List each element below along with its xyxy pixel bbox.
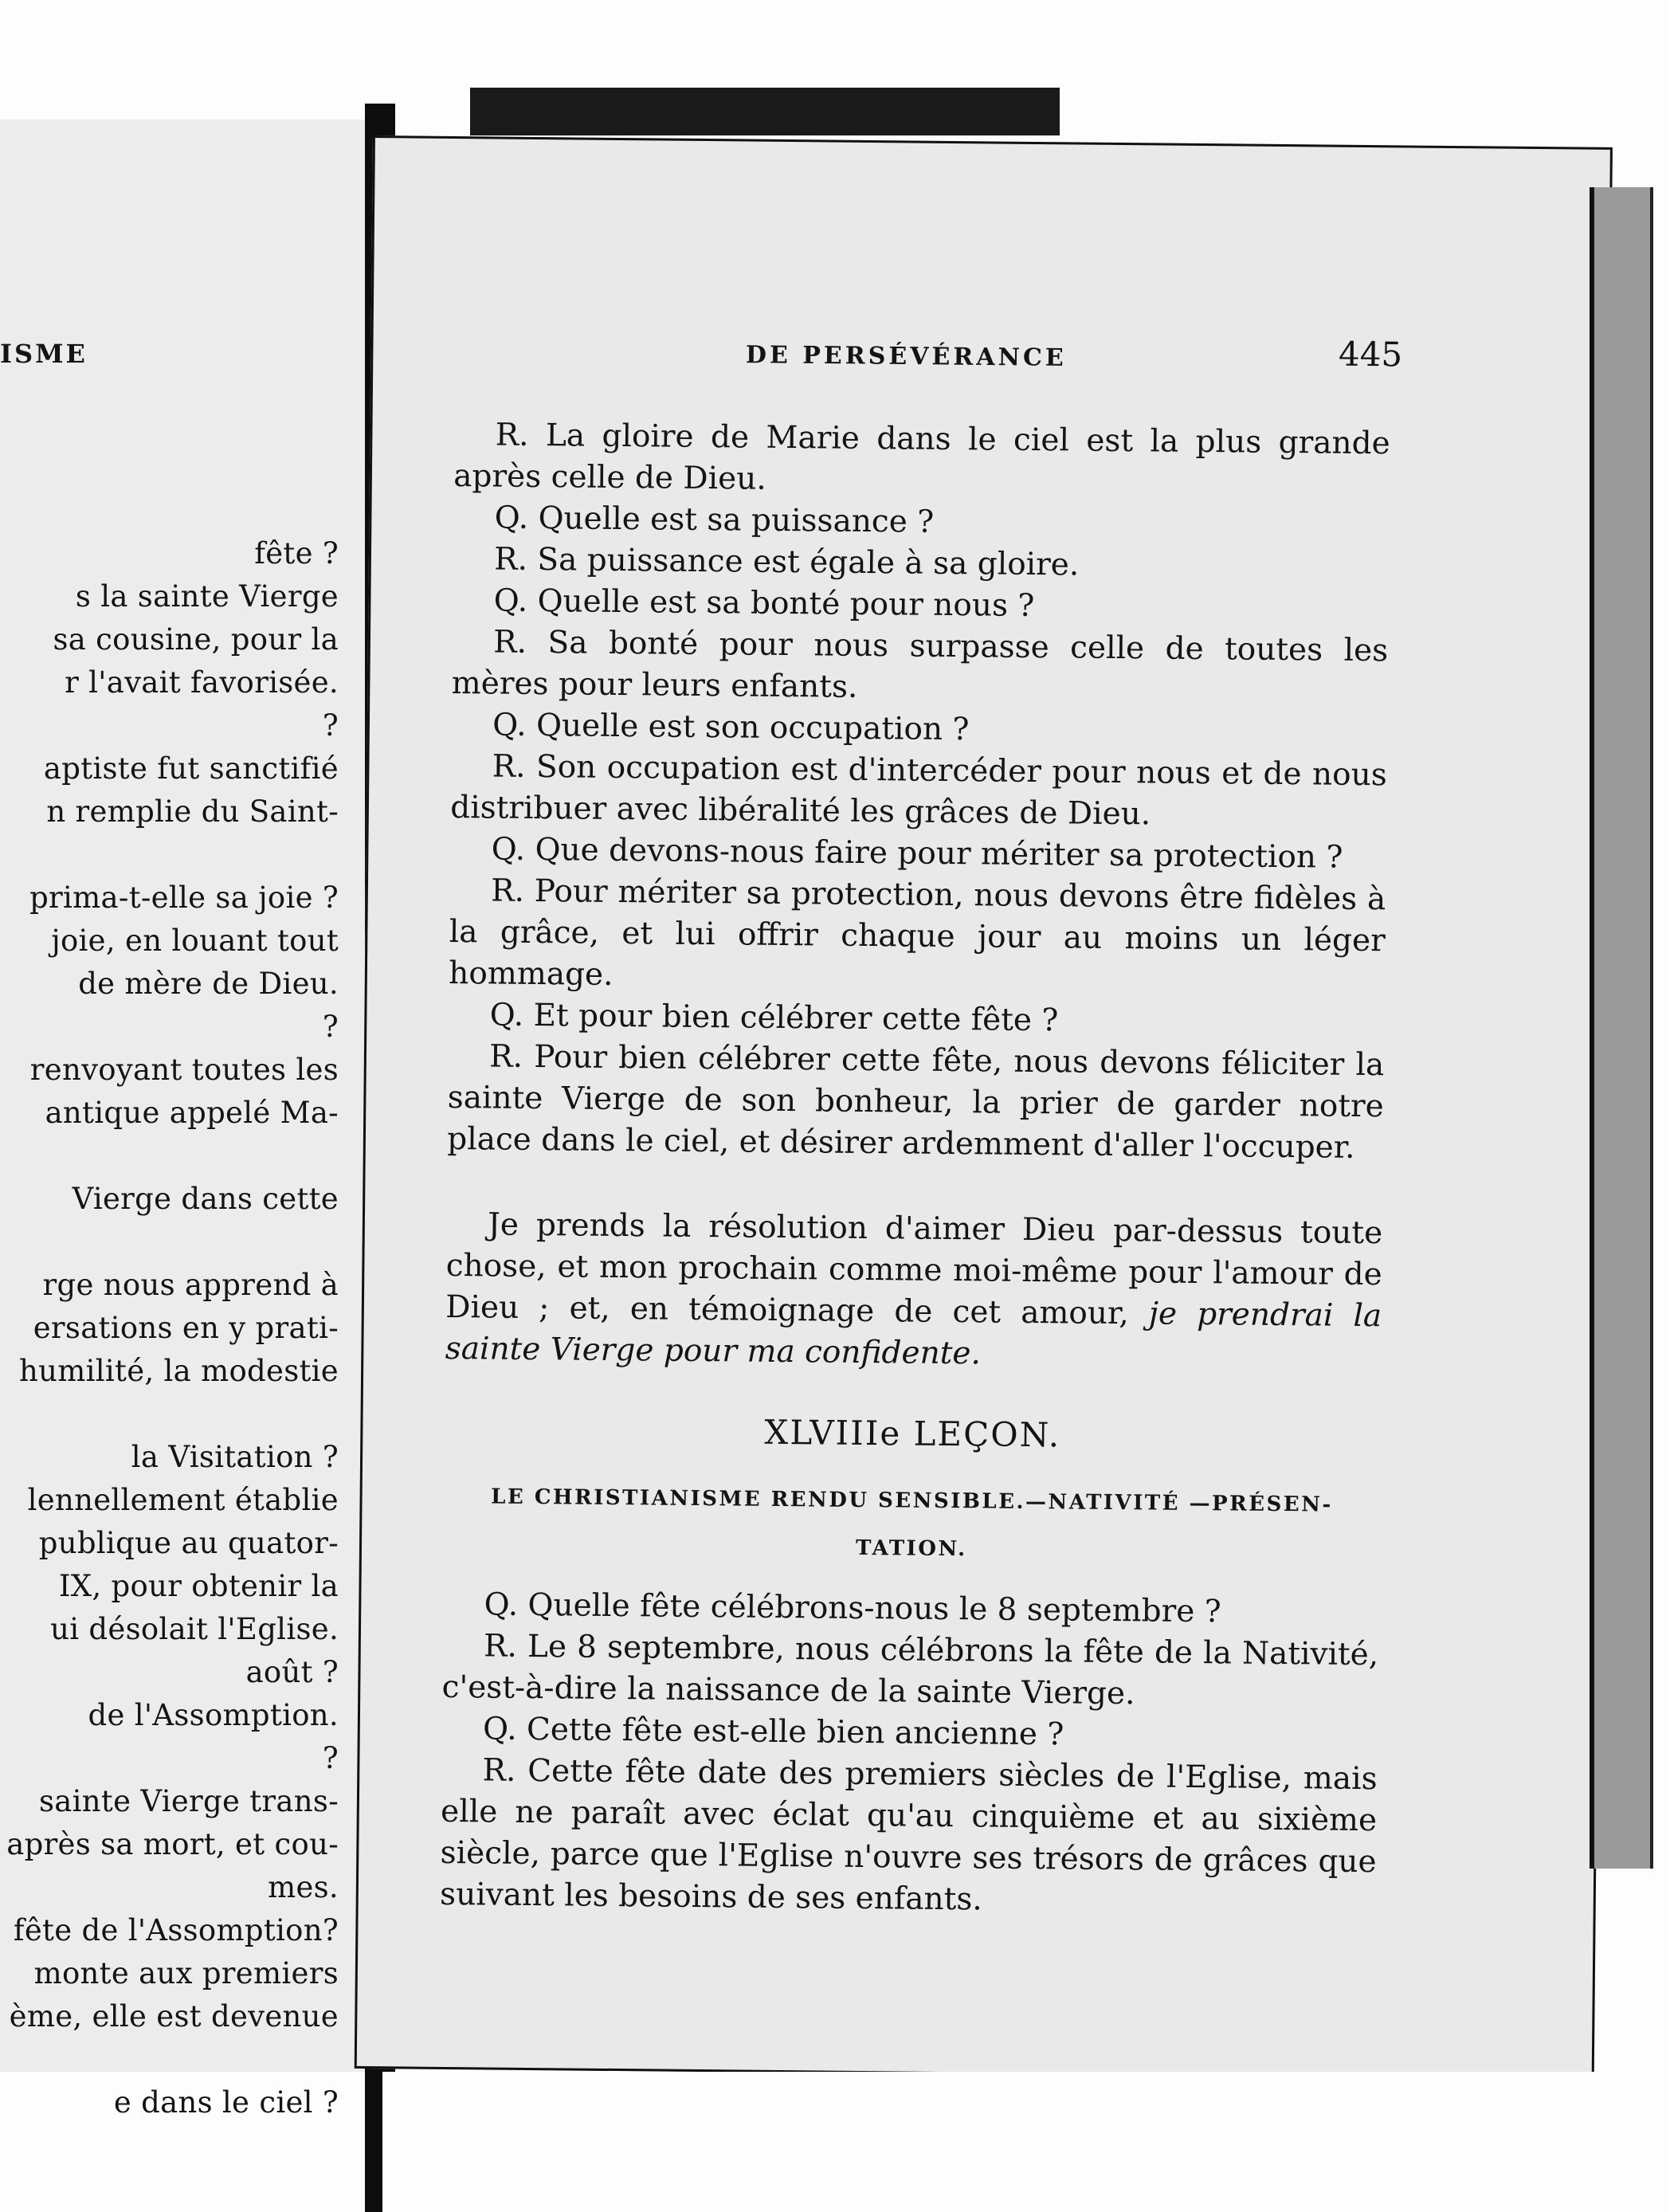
left-text-line: sa cousine, pour la <box>53 622 339 657</box>
left-text-line: renvoyant toutes les <box>29 1053 339 1087</box>
page-edge-stack <box>1590 187 1653 1869</box>
resolution-italic: je prendrai la sainte Vierge pour ma confidente. <box>445 1296 1382 1372</box>
left-text-line: joie, en louant tout <box>51 924 339 958</box>
scan-top-shadow <box>470 88 1060 135</box>
left-text-line: ? <box>322 1741 339 1775</box>
qa-paragraph: R. Le 8 septembre, nous célébrons la fête de la Nativité, c'est-à-dire la naissance de la sainte Vierge. <box>441 1628 1379 1712</box>
lesson-subtitle-line-2: TATION. <box>855 1535 967 1562</box>
left-text-line: ème, elle est devenue <box>9 1999 339 2034</box>
qa-paragraph: Q. Quelle est sa puissance ? <box>494 500 935 540</box>
page-number: 445 <box>1338 334 1403 375</box>
lesson-subtitle-line-1: LE CHRISTIANISME RENDU SENSIBLE.—NATIVITÉ —PRÉSEN- <box>491 1484 1333 1517</box>
qa-paragraph: R. Son occupation est d'intercéder pour nous et de nous distribuer avec libéralité les grâces de Dieu. <box>450 748 1387 833</box>
left-running-head: ISME <box>0 339 88 369</box>
left-text-line: fête ? <box>254 536 339 571</box>
qa-paragraph: R. Pour mériter sa protection, nous devons être fidèles à la grâce, et lui offrir chaque jour au moins un léger hommage. <box>449 873 1386 993</box>
left-text-line: ? <box>322 1010 339 1044</box>
qa-paragraph: Q. Que devons-nous faire pour mériter sa protection ? <box>491 831 1343 876</box>
qa-block-1 <box>447 414 1390 1169</box>
scan-bottom-margin <box>382 2072 1657 2212</box>
qa-paragraph: R. Cette fête date des premiers siècles de l'Eglise, mais elle ne paraît avec éclat qu'au cinquième et au sixième siècle, parce que l'Eglise n'ouvre ses trésors de grâces que suivant les besoins de ses enfants. <box>439 1752 1378 1918</box>
qa-paragraph: Q. Cette fête est-elle bien ancienne ? <box>482 1711 1064 1753</box>
left-text-line: humilité, la modestie <box>18 1354 339 1388</box>
left-text-line: e dans le ciel ? <box>113 2085 339 2120</box>
lesson-subtitle <box>443 1473 1380 1577</box>
left-text-line: ersations en y prati- <box>33 1311 339 1345</box>
qa-paragraph: Q. Quelle est sa bonté pour nous ? <box>493 582 1035 625</box>
qa-paragraph: R. Pour bien célébrer cette fête, nous devons féliciter la sainte Vierge de son bonheur, la prier de garder notre place dans le ciel, et désirer ardemment d'aller l'occuper. <box>447 1038 1385 1166</box>
qa-paragraph: Q. Quelle est son occupation ? <box>492 707 970 748</box>
qa-block-2 <box>440 1584 1379 1924</box>
left-text-line: après sa mort, et cou- <box>6 1827 339 1861</box>
left-text-line: aptiste fut sanctifié <box>43 751 339 786</box>
left-text-line: monte aux premiers <box>33 1956 339 1990</box>
left-text-line: août ? <box>245 1655 339 1689</box>
resolution-text: Je prends la résolution d'aimer Dieu par-dessus toute chose, et mon prochain comme moi-même pour l'amour de Dieu ; et, en témoignage de cet amour, <box>445 1206 1383 1332</box>
left-text-line: sainte Vierge trans- <box>39 1784 339 1818</box>
left-text-line: r l'avait favorisée. <box>65 665 339 700</box>
left-text-line: antique appelé Ma- <box>45 1096 339 1130</box>
left-text-line: Vierge dans cette <box>72 1182 339 1216</box>
left-text-line: ui désolait l'Eglise. <box>50 1612 339 1646</box>
left-text-line: rge nous apprend à <box>42 1268 339 1302</box>
running-head: DE PERSÉVÉRANCE <box>745 341 1067 372</box>
left-text-line: n remplie du Saint- <box>46 794 339 829</box>
left-text-line: la Visitation ? <box>131 1440 339 1474</box>
left-text-line: ? <box>322 708 339 743</box>
left-text-line: fête de l'Assomption? <box>13 1913 339 1947</box>
left-text-line: prima-t-elle sa joie ? <box>29 880 339 915</box>
left-page <box>0 120 365 2120</box>
qa-paragraph: R. Sa puissance est égale à sa gloire. <box>494 541 1080 583</box>
left-text-line: IX, pour obtenir la <box>58 1569 339 1603</box>
left-text-line: publique au quator- <box>38 1526 339 1560</box>
left-text-line: lennellement établie <box>27 1483 339 1517</box>
qa-paragraph: R. La gloire de Marie dans le ciel est la plus grande après celle de Dieu. <box>453 417 1390 497</box>
lesson-title: XLVIIIe LEÇON. <box>764 1412 1061 1455</box>
resolution-paragraph <box>445 1204 1382 1379</box>
left-text-line: mes. <box>268 1870 339 1904</box>
right-page-body <box>440 414 1390 1924</box>
left-text-line: de mère de Dieu. <box>78 967 339 1001</box>
qa-paragraph: Q. Quelle fête célébrons-nous le 8 septembre ? <box>484 1586 1221 1630</box>
qa-paragraph: Q. Et pour bien célébrer cette fête ? <box>489 997 1059 1039</box>
left-text-line: de l'Assomption. <box>88 1698 339 1732</box>
qa-paragraph: R. Sa bonté pour nous surpasse celle de toutes les mères pour leurs enfants. <box>451 624 1389 705</box>
left-text-line: s la sainte Vierge <box>75 579 339 614</box>
